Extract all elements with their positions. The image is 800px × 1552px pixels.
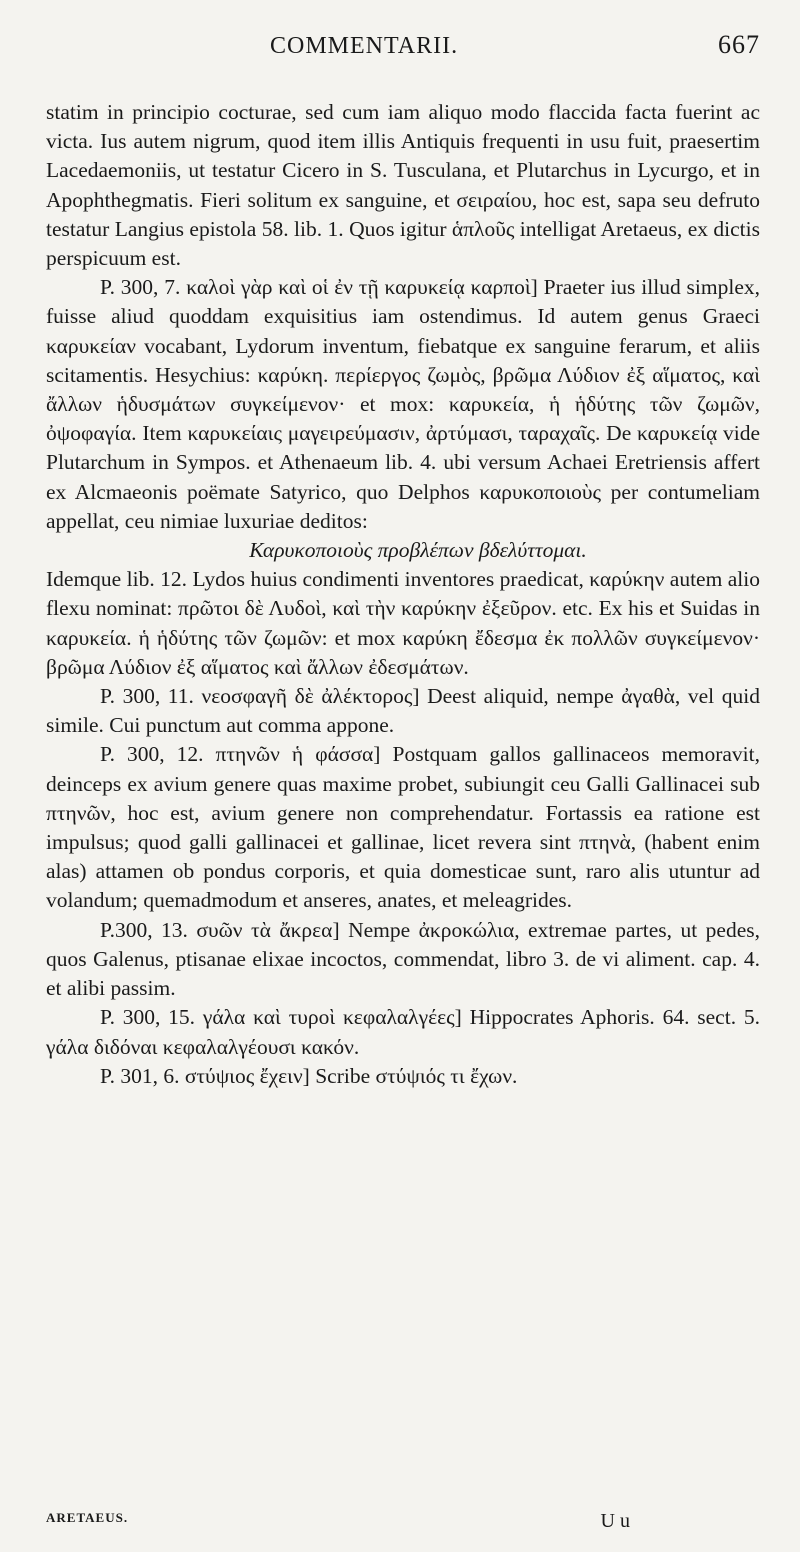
paragraph-p300-11: P. 300, 11. νεοσφαγῆ δὲ ἀλέκτορος] Deest aliquid, nempe ἀγαθὰ, vel quid simile. Cui punctum aut comma appone. [46, 684, 760, 738]
quoted-verse: Καρυκοποιοὺς προβλέπων βδελύττομαι. [249, 538, 587, 563]
paragraph-p300-7: P. 300, 7. καλοὶ γὰρ καὶ οἱ ἐν τῇ καρυκείᾳ καρποὶ] Praeter ius illud simplex, fuisse aliud quoddam exquisitius iam ostendimus. Id autem genus Graeci καρυκείαν vocabant, Lydorum inventum, fiebatque ex sanguine ferarum, et aliis scitamentis. Hesychius: καρύκη. περίεργος ζωμὸς, βρῶμα Λύδιον ἐξ αἵματος, καὶ ἄλλων ἡδυσμάτων συγκείμενον· et mox: καρυκεία, ἡ ἡδύτης τῶν ζωμῶν, ὀψοφαγία. Item καρυκείαις μαγειρεύμασιν, ἀρτύμασι, ταραχαῖς. De καρυκείᾳ vide Plutarchum in Sympos. et Athenaeum lib. 4. ubi versum Achaei Eretriensis affert ex Alcmaeonis poëmate Satyrico, quo Delphos καρυκοποιοὺς per contumeliam appellat, ceu nimiae luxuriae deditos: [46, 275, 760, 533]
paragraph-p300-13: P.300, 13. συῶν τὰ ἄκρεα] Nempe ἀκροκώλια, extremae partes, ut pedes, quos Galenus, ptisanae elixae incoctos, commendat, libro 3. de vi aliment. cap. 4. et alibi passim. [46, 917, 760, 1001]
paragraph-lydos: Idemque lib. 12. Lydos huius condimenti inventores praedicat, καρύκην autem alio flexu nominat: πρῶτοι δὲ Λυδοὶ, καὶ τὴν καρύκην ἐξεῦρον. etc. Ex his et Suidas in καρυκεία. ἡ ἡδύτης τῶν ζωμῶν: et mox καρύκη ἔδεσμα ἐκ πολλῶν συγκείμενον· βρῶμα Λύδιον ἐξ αἵματος καὶ ἄλλων ἐδεσμάτων. [46, 567, 760, 679]
page-number: 667 [718, 30, 760, 59]
gathering-mark: U u [600, 1510, 630, 1532]
paragraph-p301-6: P. 301, 6. στύψιος ἔχειν] Scribe στύψιός τι ἔχων. [100, 1063, 518, 1088]
page-footer [46, 1510, 760, 1533]
paragraph-continuation: statim in principio cocturae, sed cum iam aliquo modo flaccida facta fuerint ac victa. Ius autem nigrum, quod item illis Antiquis frequenti in usu fuit, praesertim Lacedaemoniis, ut testatur Cicero in S. Tusculana, et Plutarchus in Lycurgo, et in Apophthegmatis. Fieri solitum ex sanguine, et σειραίου, hoc est, sapa seu defruto testatur Langius epistola 58. lib. 1. Quos igitur ἁπλοῦς intelligat Aretaeus, ex dictis perspicuum est. [46, 100, 760, 271]
signature-line: ARETAEUS. [46, 1510, 129, 1525]
running-title: COMMENTARII. [270, 33, 459, 59]
paragraph-p300-15: P. 300, 15. γάλα καὶ τυροὶ κεφαλαλγέες] Hippocrates Aphoris. 64. sect. 5. γάλα διδόναι κεφαλαλγέουσι κακόν. [46, 1005, 760, 1059]
running-header [46, 30, 760, 82]
paragraph-p300-12: P. 300, 12. πτηνῶν ἡ φάσσα] Postquam gallos gallinaceos memoravit, deinceps ex avium genere quas maxime probet, subiungit ceu Galli Gallinacei sub πτηνῶν, hoc est, avium genere non comprehendatur. Fortassis ea ratione est impulsus; quod galli gallinacei et gallinae, licet revera sint πτηνὰ, (habent enim alas) attamen ob pondus corporis, et quia domesticae sunt, raro alis utuntur ad volandum; quemadmodum et anseres, anates, et meleagrides. [46, 742, 760, 913]
commentary-text [46, 98, 760, 1091]
